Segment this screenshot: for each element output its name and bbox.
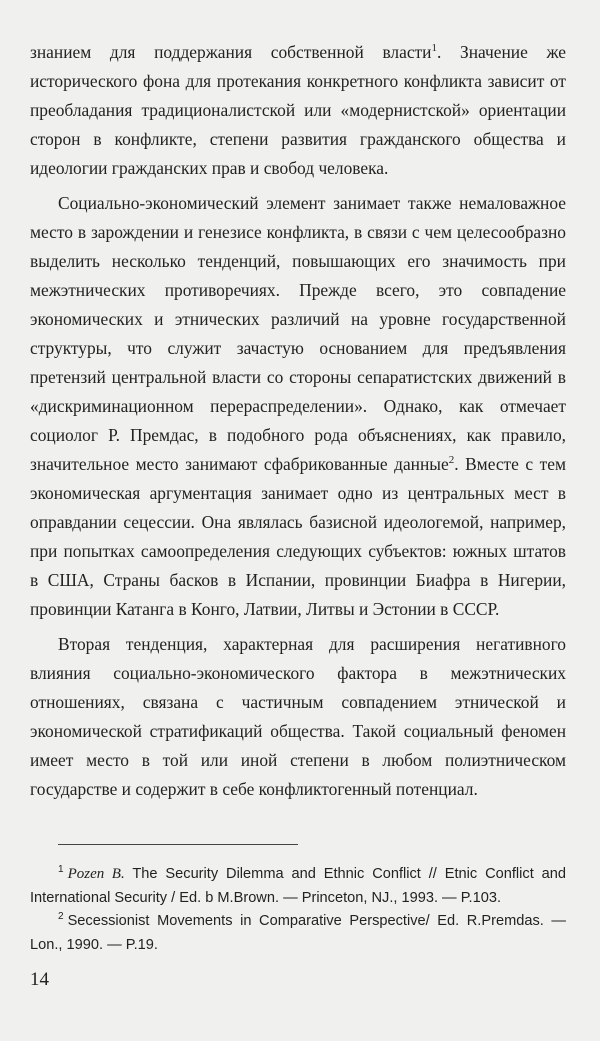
paragraph-2-text-after: . Вместе с тем экономическая аргументация занимает одно из центральных мест в оправдании сецессии. Она являлась базисной идеологемой, например, при попытках самоопределения следующих субъектов: южных штатов в США, Страны басков в Испании, провинции Биафра в Нигерии, провинции Катанга в Конго, Латвии, Литвы и Эстонии в СССР. <box>30 454 566 619</box>
body-paragraph-1 <box>30 38 566 183</box>
footnote-1-author: Pozen B. <box>67 866 125 882</box>
footnote-divider <box>58 844 298 845</box>
page-number: 14 <box>30 969 49 990</box>
footnote-1-text: The Security Dilemma and Ethnic Conflict // Etnic Conflict and International Security / Ed. b M.Brown. — Princeton, NJ., 1993. — P.103. <box>30 866 567 906</box>
footnote-2-text: Secessionist Movements in Comparative Perspective/ Ed. R.Premdas. — Lon., 1990. — P.19. <box>30 913 566 953</box>
body-paragraph-3: Вторая тенденция, характерная для расширения негативного влияния социально-экономического фактора в межэтнических отношениях, связана с частичным совпадением этнической и экономической стратификаций общества. Такой социальный феномен имеет место в той или иной степени в любом полиэтническом государстве и содержит в себе конфликтогенный потенциал. <box>30 634 566 799</box>
paragraph-1-text-before: знанием для поддержания собственной власти <box>30 42 432 62</box>
paragraph-1-text-after: . Значение же исторического фона для протекания конкретного конфликта зависит от преобладания традиционалистской или «модернистской» ориентации сторон в конфликте, степени развития гражданского общества и идеологии гражданских прав и свобод человека. <box>30 42 566 178</box>
footnote-1-number: 1 <box>58 864 64 876</box>
footnote-1 <box>30 863 566 910</box>
footnote-2 <box>30 910 566 957</box>
footnote-2-number: 2 <box>58 911 64 923</box>
footnote-ref-2: 2 <box>448 454 455 467</box>
footnote-ref-1: 1 <box>431 42 437 55</box>
body-paragraph-2 <box>30 189 566 624</box>
paragraph-2-text-before: Социально-экономический элемент занимает также немаловажное место в зарождении и генезисе конфликта, в связи с чем целесообразно выделить несколько тенденций, повышающих его значимость при межэтнических противоречиях. Прежде всего, это совпадение экономических и этнических различий на уровне государственной структуры, что служит зачастую основанием для предъявления претензий центральной власти со стороны сепаратистских движений в «дискриминационном перераспределении». Однако, как отмечает социолог Р. Премдас, в подобного рода объяснениях, как правило, значительное место занимают сфабрикованные данные <box>30 193 566 474</box>
footnotes <box>30 863 566 957</box>
page-content <box>30 38 566 957</box>
